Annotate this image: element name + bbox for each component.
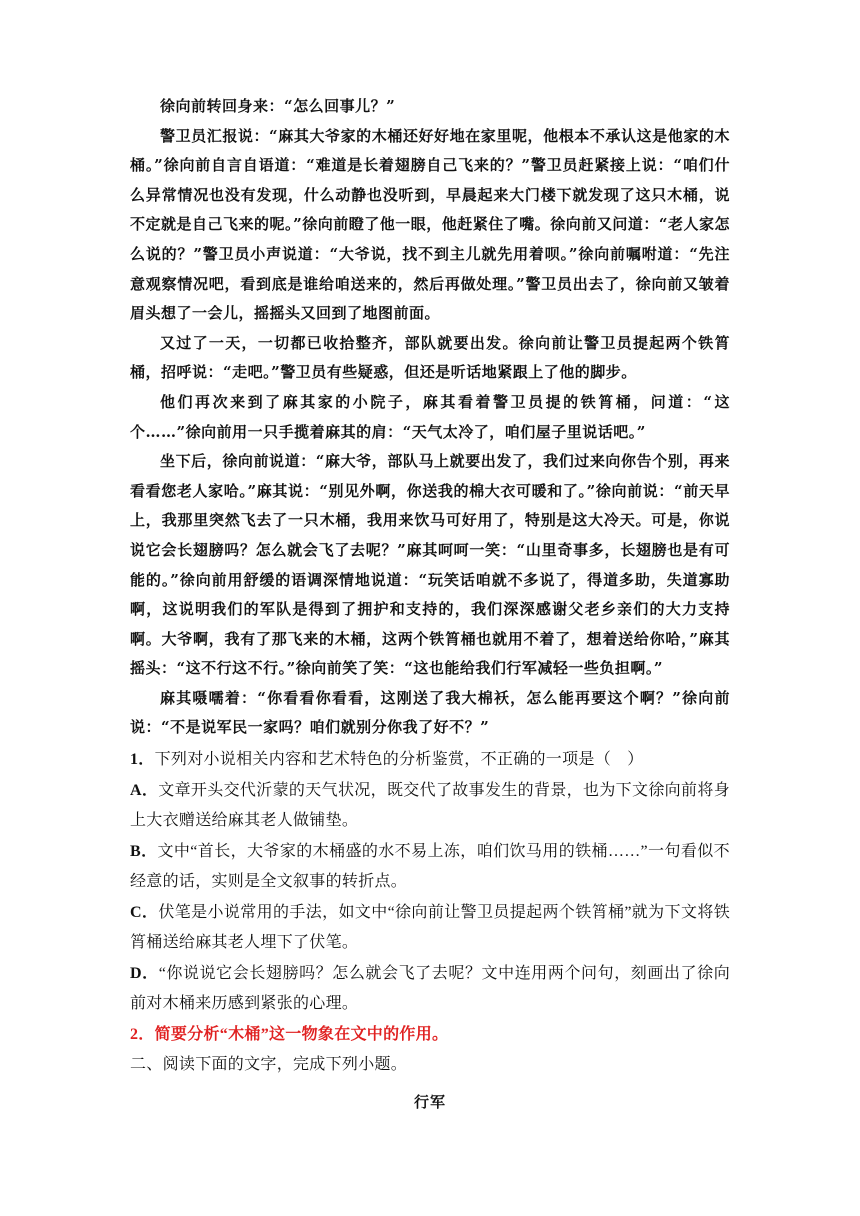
question-2: 2．简要分析“木桶”这一物象在文中的作用。: [130, 1025, 449, 1043]
passage-paragraph: 坐下后，徐向前说道：“麻大爷，部队马上就要出发了，我们过来向你告个别，再来看看您老人家哈。”麻其说：“别见外啊，你送我的棉大衣可暖和了。”徐向前说：“前天早上，我那里突然飞去了一只木桶，我用来饮马可好用了，特别是这大冷天。可是，你说说它会长翅膀吗？怎么就会飞了去呢？”麻其呵呵一笑：“山里奇事多，长翅膀也是有可能的。”徐向前用舒缓的语调深情地说道：“玩笑话咱就不多说了，得道多助，失道寡助啊，这说明我们的军队是得到了拥护和支持的，我们深深感谢父老乡亲们的大力支持啊。大爷啊，我有了那飞来的木桶，这两个铁筲桶也就用不着了，想着送给你哈，”麻其摇头：“这不行这不行。”徐向前笑了笑：“这也能给我们行军减轻一些负担啊。”: [130, 452, 730, 678]
option-text: 文章开头交代沂蒙的天气状况，既交代了故事发生的背景，也为下文徐向前将身上大衣赠送给麻其老人做铺垫。: [130, 781, 730, 830]
document-page: [130, 92, 730, 1112]
option-label: D．: [130, 964, 159, 982]
passage-paragraph: 麻其嗫嚅着：“你看看你看看，这刚送了我大棉袄，怎么能再要这个啊？”徐向前说：“不是说军民一家吗？咱们就别分你我了好不？”: [130, 688, 730, 737]
passage-paragraph: 他们再次来到了麻其家的小院子，麻其看着警卫员提的铁筲桶，问道：“这个……”徐向前用一只手揽着麻其的肩：“天气太冷了，咱们屋子里说话吧。”: [130, 392, 730, 441]
option-label: A．: [130, 781, 159, 799]
option-a: [130, 776, 730, 837]
questions: [130, 745, 730, 1081]
option-label: B．: [130, 842, 158, 860]
question-text: 下列对小说相关内容和艺术特色的分析鉴赏，不正确的一项是（ ）: [154, 751, 644, 769]
next-passage-title: 行军: [413, 1092, 446, 1111]
option-c: [130, 898, 730, 959]
section-heading: 二、阅读下面的文字，完成下列小题。: [130, 1056, 408, 1074]
story-passage: [130, 92, 730, 743]
option-d: [130, 959, 730, 1020]
passage-paragraph: 警卫员汇报说：“麻其大爷家的木桶还好好地在家里呢，他根本不承认这是他家的木桶。”徐向前自言自语道：“难道是长着翅膀自己飞来的？”警卫员赶紧接上说：“咱们什么异常情况也没有发现，什么动静也没听到，早晨起来大门楼下就发现了这只木桶，说不定就是自己飞来的呢。”徐向前瞪了他一眼，他赶紧住了嘴。徐向前又问道：“老人家怎么说的？”警卫员小声说道：“大爷说，找不到主儿就先用着呗。”徐向前嘱咐道：“先注意观察情况吧，看到底是谁给咱送来的，然后再做处理。”警卫员出去了，徐向前又皱着眉头想了一会儿，摇摇头又回到了地图前面。: [130, 126, 730, 323]
option-text: “你说说它会长翅膀吗？怎么就会飞了去呢？文中连用两个问句，刻画出了徐向前对木桶来历感到紧张的心理。: [130, 964, 731, 1013]
question-number: 1．: [130, 751, 155, 769]
passage-paragraph: 又过了一天，一切都已收拾整齐，部队就要出发。徐向前让警卫员提起两个铁筲桶，招呼说：“走吧。”警卫员有些疑惑，但还是听话地紧跟上了他的脚步。: [130, 333, 730, 382]
option-text: 伏笔是小说常用的手法，如文中“徐向前让警卫员提起两个铁筲桶”就为下文将铁筲桶送给麻其老人埋下了伏笔。: [130, 903, 730, 952]
option-label: C．: [130, 903, 159, 921]
option-b: [130, 837, 730, 898]
question-1-stem: [130, 745, 730, 776]
passage-paragraph: 徐向前转回身来：“怎么回事儿？”: [160, 97, 396, 115]
option-text: 文中“首长，大爷家的木桶盛的水不易上冻，咱们饮马用的铁桶……”一句看似不经意的话，实则是全文叙事的转折点。: [130, 842, 730, 891]
